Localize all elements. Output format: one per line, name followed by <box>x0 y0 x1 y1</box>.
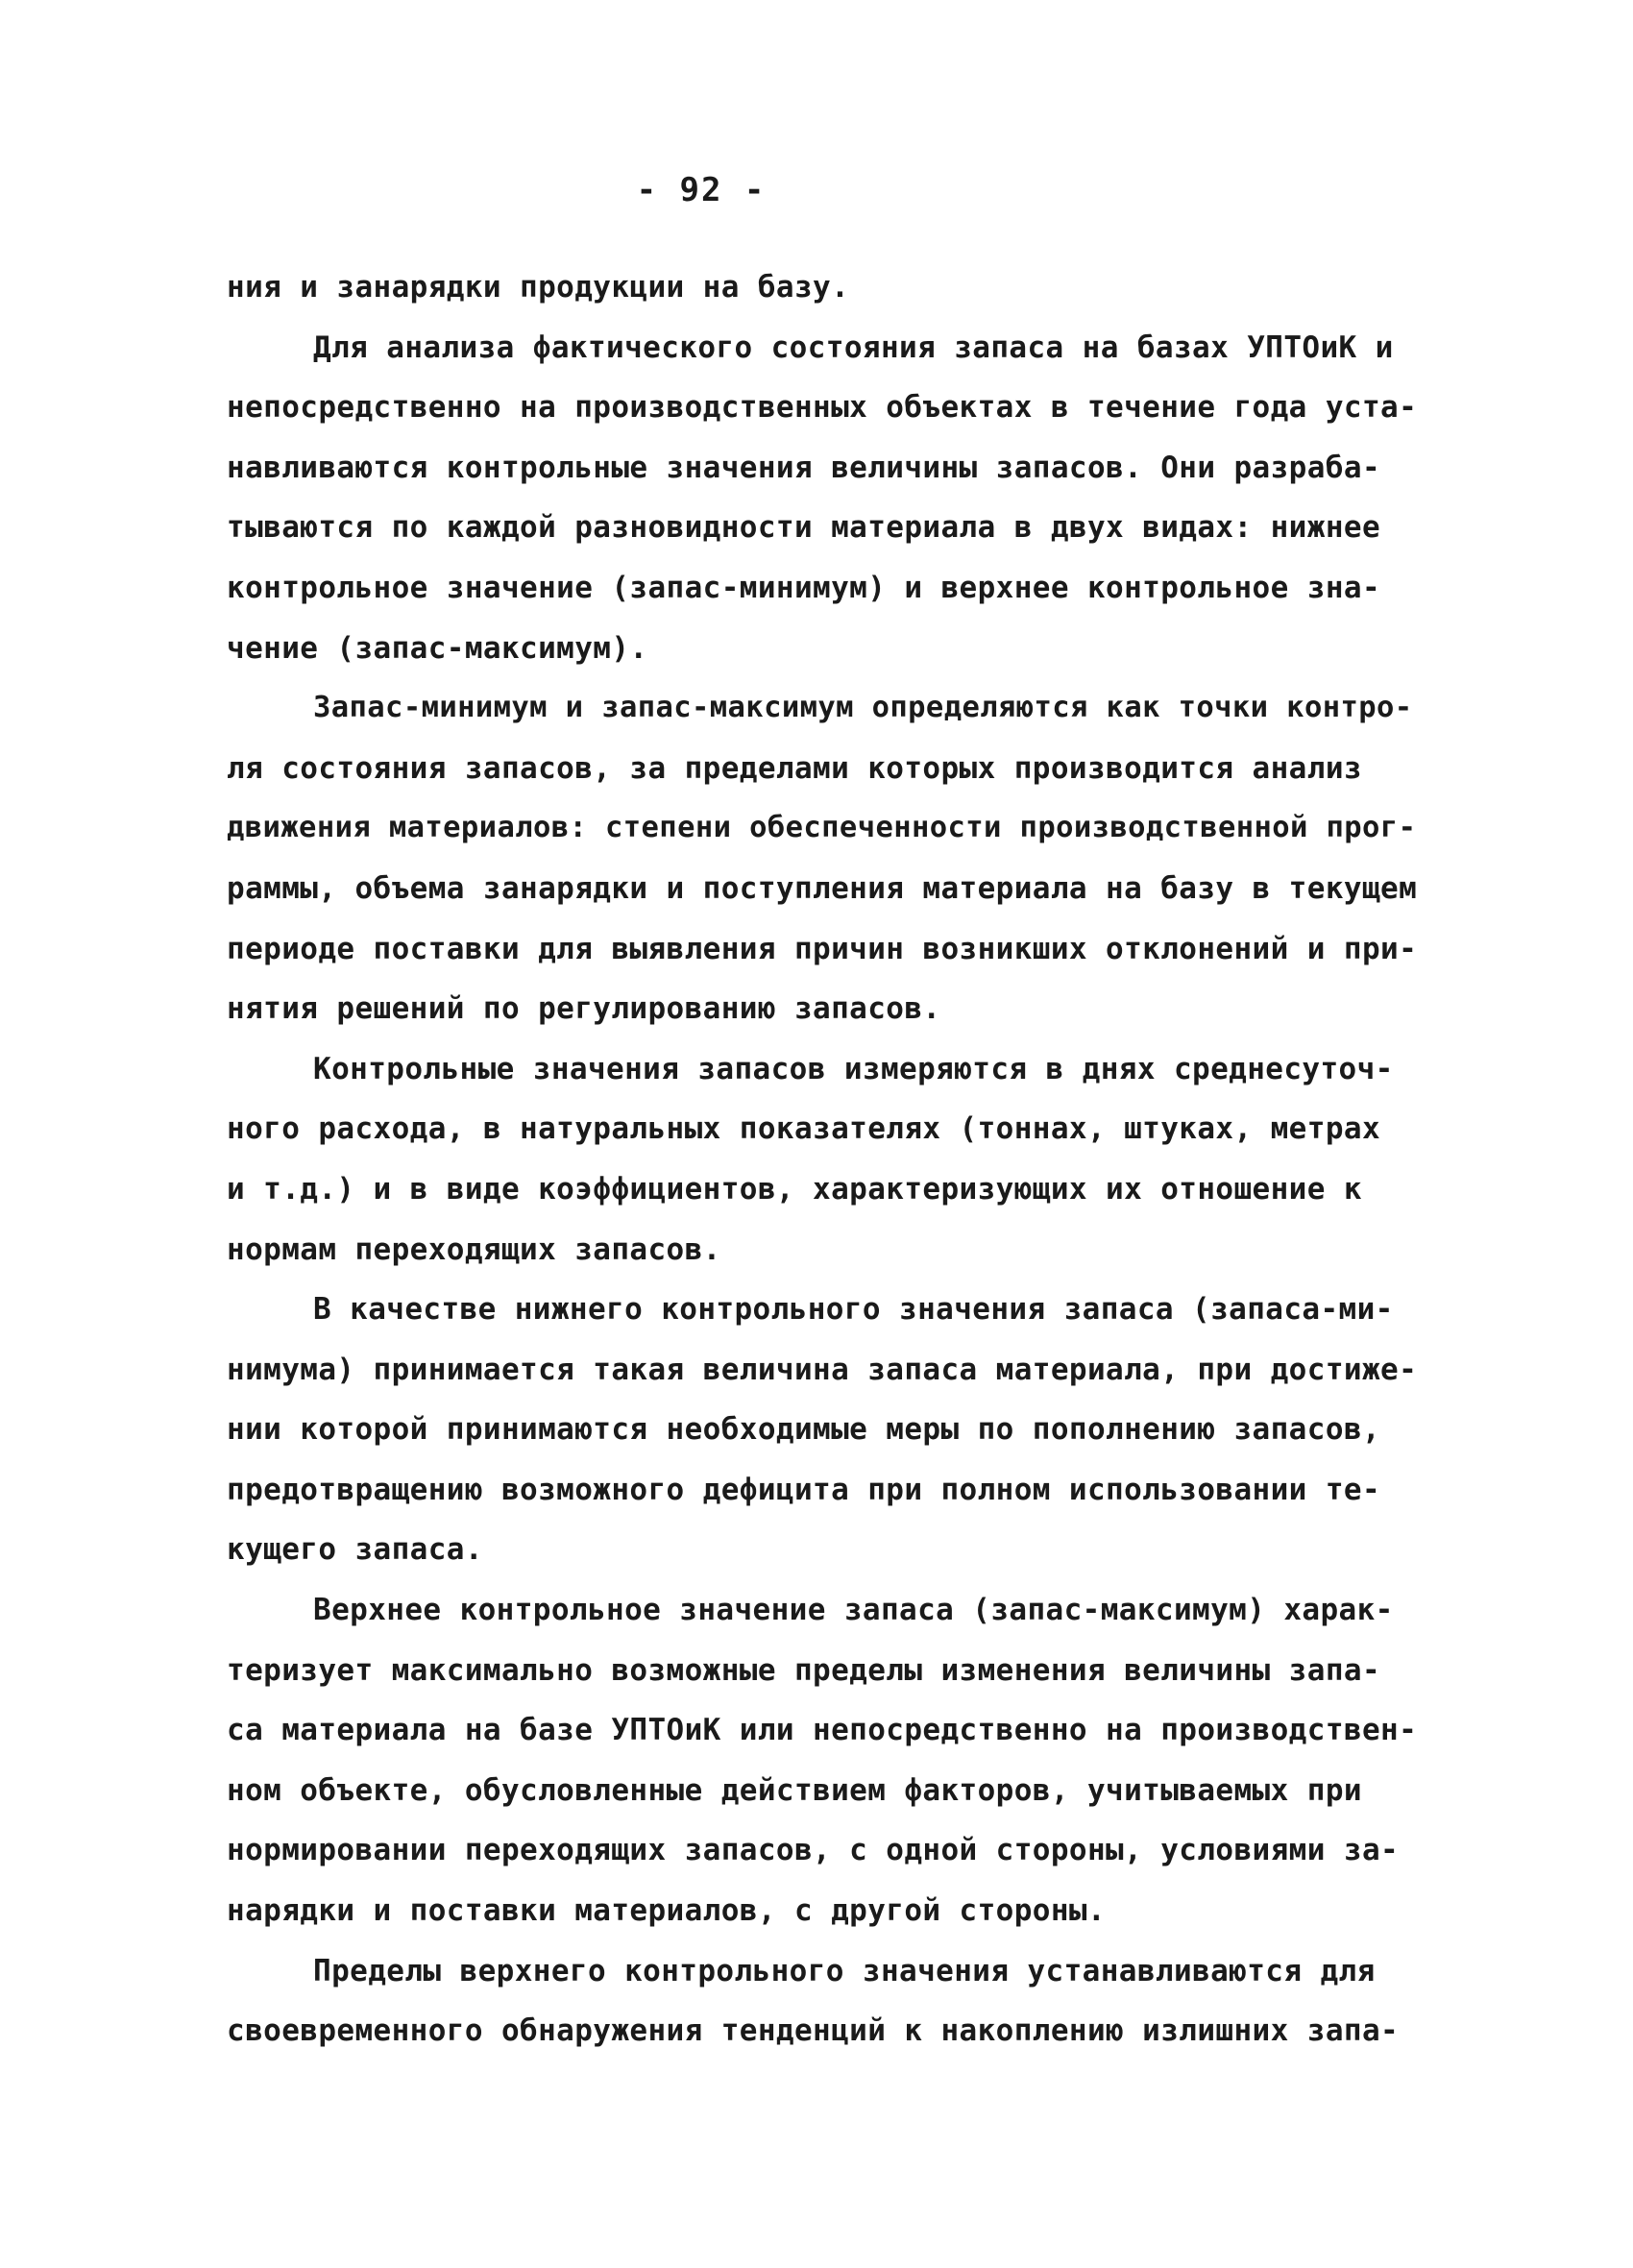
text-line: контрольное значение (запас-минимум) и верхнее контрольное зна- <box>227 570 1381 605</box>
text-line: ного расхода, в натуральных показателях (тоннах, штуках, метрах <box>227 1111 1381 1147</box>
text-line: Контрольные значения запасов измеряются в днях среднесуточ- <box>313 1051 1394 1086</box>
text-line: нарядки и поставки материалов, с другой стороны. <box>227 1893 1107 1929</box>
text-line: непосредственно на производственных объектах в течение года уста- <box>227 390 1418 426</box>
body-text <box>227 257 1418 2061</box>
text-line: Пределы верхнего контрольного значения устанавливаются для <box>313 1953 1376 1988</box>
text-line: раммы, объема занарядки и поступления материала на базу в текущем <box>227 870 1418 906</box>
text-line: и т.д.) и в виде коэффициентов, характеризующих их отношение к <box>227 1171 1362 1207</box>
text-line: са материала на базе УПТОиК или непосредственно на производствен- <box>227 1713 1418 1748</box>
page-number: - 92 - <box>636 171 767 209</box>
text-line: своевременного обнаружения тенденций к накоплению излишних запа- <box>227 2013 1400 2049</box>
text-line: нимума) принимается такая величина запаса материала, при достиже- <box>227 1352 1418 1387</box>
text-line: нормировании переходящих запасов, с одной стороны, условиями за- <box>227 1833 1400 1868</box>
text-line: нии которой принимаются необходимые меры по пополнению запасов, <box>227 1412 1381 1448</box>
text-line: Верхнее контрольное значение запаса (запас-максимум) харак- <box>313 1593 1394 1628</box>
text-line: навливаются контрольные значения величины запасов. Они разраба- <box>227 450 1381 485</box>
text-line: движения материалов: степени обеспеченности производственной прог- <box>227 811 1417 845</box>
text-line: предотвращению возможного дефицита при полном использовании те- <box>227 1472 1381 1507</box>
text-line: В качестве нижнего контрольного значения запаса (запаса-ми- <box>313 1292 1394 1328</box>
text-line: тываются по каждой разновидности материала в двух видах: нижнее <box>227 510 1381 546</box>
text-line: чение (запас-максимум). <box>227 630 648 666</box>
text-line: Запас-минимум и запас-максимум определяются как точки контро- <box>313 691 1413 725</box>
text-line: Для анализа фактического состояния запаса на базах УПТОиК и <box>313 329 1394 365</box>
text-line: ля состояния запасов, за пределами которых производится анализ <box>227 750 1362 786</box>
text-line: нятия решений по регулированию запасов. <box>227 991 941 1027</box>
text-line: теризует максимально возможные пределы изменения величины запа- <box>227 1652 1381 1688</box>
text-line: кущего запаса. <box>227 1532 483 1568</box>
text-line: периоде поставки для выявления причин возникших отклонений и при- <box>227 931 1418 966</box>
text-line: нормам переходящих запасов. <box>227 1232 721 1267</box>
text-line: ния и занарядки продукции на базу. <box>227 270 850 305</box>
text-line: ном объекте, обусловленные действием факторов, учитываемых при <box>227 1772 1362 1808</box>
